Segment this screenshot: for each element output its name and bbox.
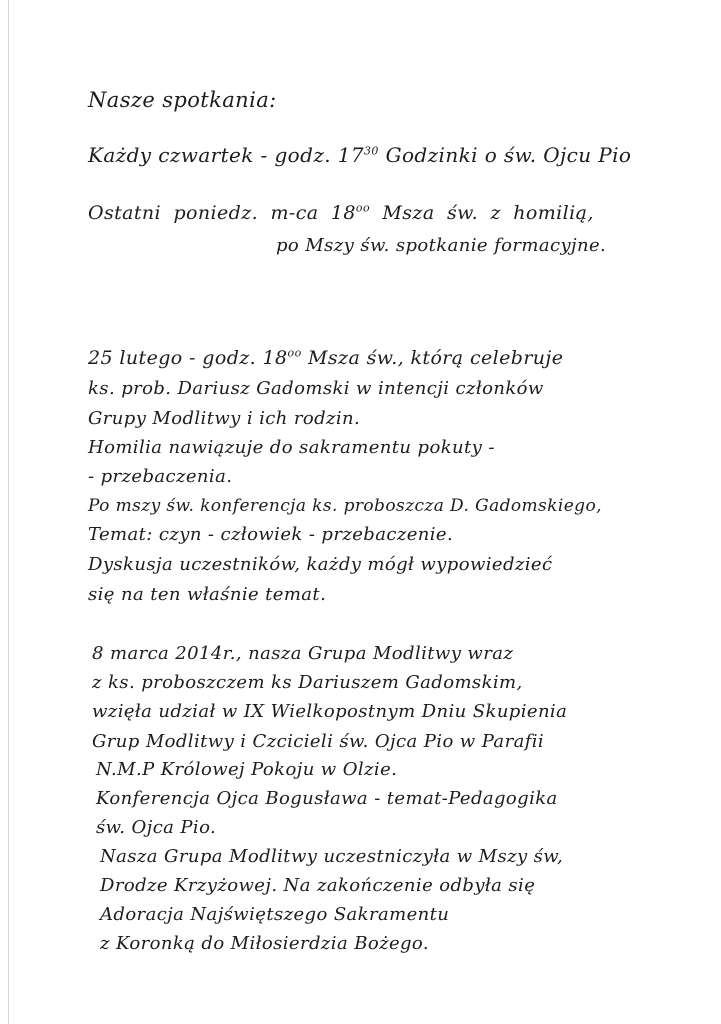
mar-line-5: N.M.P Królowej Pokoju w Olzie. — [96, 759, 398, 780]
feb-line-3: Grupy Modlitwy i ich rodzin. — [88, 408, 361, 429]
feb-line-2: ks. prob. Dariusz Gadomski w intencji członków — [88, 378, 544, 399]
mar-line-7: św. Ojca Pio. — [96, 817, 217, 838]
page-edge — [8, 0, 9, 1024]
mar-line-3: wzięła udział w IX Wielkopostnym Dniu Skupienia — [92, 701, 568, 722]
schedule-monday-prefix: Ostatni poniedz. m-ca 18 — [88, 202, 356, 224]
mar-line-11: z Koronką do Miłosierdzia Bożego. — [100, 933, 429, 954]
schedule-thursday-sup: 30 — [364, 144, 379, 158]
mar-line-6: Konferencja Ojca Bogusława - temat-Pedagogika — [96, 788, 558, 809]
feb-line-1 — [88, 346, 563, 370]
heading: Nasze spotkania: — [88, 88, 277, 112]
schedule-thursday-prefix: Każdy czwartek - godz. 17 — [88, 143, 365, 167]
schedule-thursday — [88, 143, 631, 167]
feb-line-9: się na ten właśnie temat. — [88, 584, 327, 605]
mar-line-1: 8 marca 2014r., nasza Grupa Modlitwy wraz — [92, 643, 514, 664]
feb-line-1-suffix: Msza św., którą celebruje — [308, 347, 564, 369]
feb-line-8: Dyskusja uczestników, każdy mógł wypowiedzieć — [88, 554, 553, 575]
schedule-monday-sup: oo — [355, 201, 370, 215]
schedule-thursday-suffix: Godzinki o św. Ojcu Pio — [385, 143, 632, 167]
feb-line-4: Homilia nawiązuje do sakramentu pokuty - — [88, 437, 495, 458]
feb-line-1-prefix: 25 lutego - godz. 18 — [88, 347, 288, 369]
mar-line-8: Nasza Grupa Modlitwy uczestniczyła w Mszy św, — [100, 846, 564, 867]
schedule-monday-suffix: Msza św. z homilią, — [382, 202, 594, 224]
feb-line-6: Po mszy św. konferencja ks. proboszcza D. Gadomskiego, — [88, 496, 602, 516]
mar-line-10: Adoracja Najświętszego Sakramentu — [100, 904, 450, 925]
feb-line-1-sup: oo — [287, 346, 302, 360]
feb-line-5: - przebaczenia. — [88, 466, 233, 487]
schedule-monday-continuation: po Mszy św. spotkanie formacyjne. — [276, 235, 607, 256]
mar-line-2: z ks. proboszczem ks Dariuszem Gadomskim, — [92, 672, 523, 693]
feb-line-7: Temat: czyn - człowiek - przebaczenie. — [88, 524, 454, 545]
schedule-monday — [88, 201, 594, 225]
mar-line-9: Drodze Krzyżowej. Na zakończenie odbyła się — [100, 875, 536, 896]
mar-line-4: Grup Modlitwy i Czcicieli św. Ojca Pio w Parafii — [92, 731, 545, 752]
